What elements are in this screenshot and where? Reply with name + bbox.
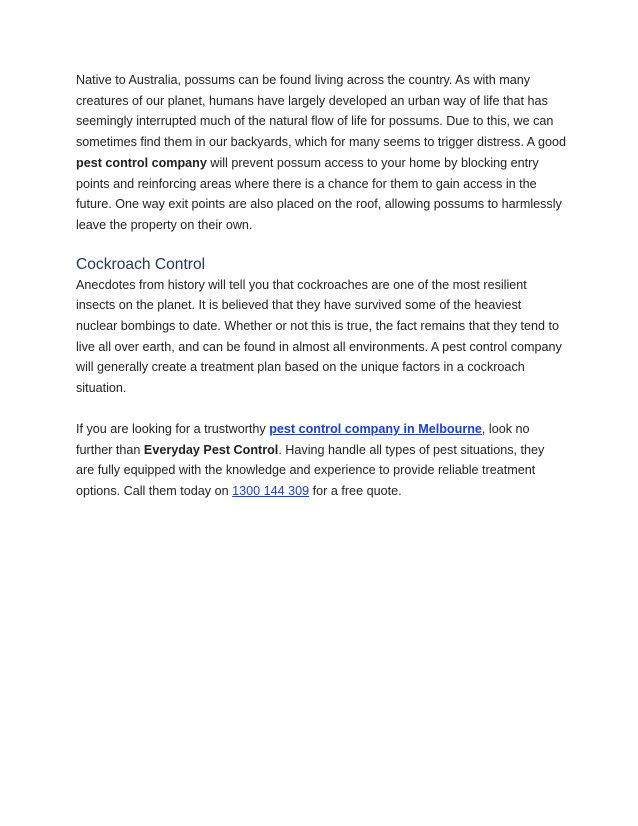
paragraph-possums (76, 70, 566, 236)
paragraph-contact-text-2: , look no further than (76, 421, 530, 457)
paragraph-cockroaches: Anecdotes from history will tell you that cockroaches are one of the most resilient insects on the planet. It is believed that they have survived some of the heaviest nuclear bombings to date. Whether or not this is true, the fact remains that they tend to live all over earth, and can be found in almost all environments. A pest control company will generally create a treatment plan based on the unique factors in a cockroach situation. (76, 277, 562, 396)
paragraph-contact-text-3: . Having handle all types of pest situations, they are fully equipped with the knowledge and experience to provide reliable treatment options. Call them today on (76, 442, 545, 498)
paragraph-contact-text-4: for a free quote. (309, 483, 402, 498)
section-heading-cockroach-control: Cockroach Control (76, 255, 206, 273)
phone-number-link[interactable]: 1300 144 309 (232, 483, 310, 498)
paragraph-contact-text-1: If you are looking for a trustworthy (76, 421, 270, 436)
pest-control-melbourne-link[interactable]: pest control company in Melbourne (269, 421, 482, 436)
pest-control-company-bold: pest control company (76, 155, 207, 170)
paragraph-possums-text-2: will prevent possum access to your home by blocking entry points and reinforcing areas where there is a chance for them to gain access in the future. One way exit points are also placed on the roof, allowing possums to harmlessly leave the property on their own. (76, 155, 562, 232)
paragraph-contact (76, 419, 566, 502)
everyday-pest-control-bold: Everyday Pest Control (143, 442, 279, 457)
paragraph-possums-text-1: Native to Australia, possums can be found living across the country. As with many creatures of our planet, humans have largely developed an urban way of life that has seemingly interrupted much of the natural flow of life for possums. Due to this, we can sometimes find them in our backyards, which for many seems to trigger distress. A good (76, 73, 566, 150)
document-page (76, 70, 566, 502)
